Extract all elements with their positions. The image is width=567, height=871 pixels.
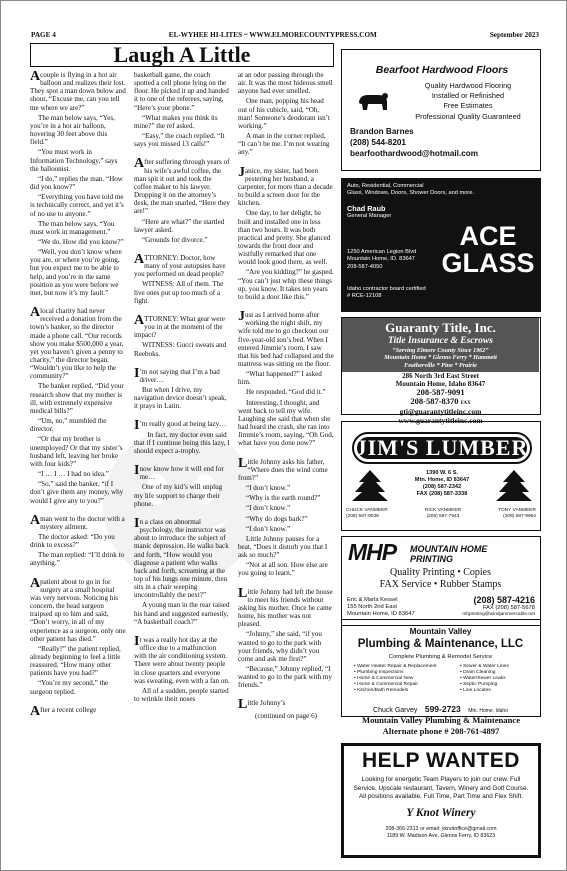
mvp-contact-name: Chuck Garvey — [373, 707, 418, 714]
publication-name: EL-WYHEE HI-LITES ~ WWW.ELMORECOUNTYPRESS.COM — [168, 31, 377, 39]
joke-paragraph — [134, 386, 230, 410]
joke-separator — [30, 698, 126, 706]
paragraph-text: basketball game, the coach spotted a cell phone lying on the floor. He picked it up and handed it to one of the referees, saying, “Here’s your phone.” — [134, 71, 229, 112]
paragraph-text: “What happened?” I asked him. — [238, 370, 322, 387]
ad-ace-glass — [341, 178, 541, 312]
winery-contact — [344, 826, 538, 840]
joke-paragraph — [134, 251, 230, 279]
joke-separator — [134, 510, 230, 518]
joke-paragraph — [134, 633, 230, 685]
drop-cap: I — [134, 418, 139, 434]
joke-separator — [238, 580, 334, 588]
joke-paragraph — [134, 218, 230, 234]
mvp-alternate-line-2: Alternate phone # 208-761-4897 — [382, 725, 500, 736]
paragraph-text: ittle Johnny had left the house to meet his friends without asking his mother. Once he came home, his mother was not pleased. — [238, 587, 333, 629]
staff-phone: (208) 587-9038 — [346, 514, 379, 519]
paragraph-text: “Or that my brother is unemployed? Or that my sister’s husband left, leaving her broke with four kids?” — [30, 435, 123, 468]
guaranty-name: Guaranty Title, Inc. — [385, 320, 496, 335]
joke-paragraph — [30, 248, 126, 297]
ace-tagline-2: Glass, Windows, Doors, Shower Doors, and more. — [347, 190, 475, 197]
winery-contact-1: 208-366-2313 or email: yknotoffice@gmail.com — [385, 826, 497, 832]
paragraph-text: In fact, my doctor even said that if I continue being this lazy, I should expect a-trophy. — [134, 430, 230, 455]
joke-paragraph — [238, 97, 334, 130]
guaranty-subtitle: Title Insurance & Escrows — [388, 336, 493, 346]
guaranty-towns-2: Featherville * Pine * Prairie — [404, 361, 477, 369]
paragraph-text: TTORNEY: What gear were you in at the moment of the impact? — [134, 314, 225, 340]
ad-mountain-valley-plumbing — [341, 619, 541, 717]
article-column-1 — [30, 71, 126, 717]
jims-lumber-name: JIM'S LUMBER — [355, 435, 529, 460]
joke-paragraph — [30, 175, 126, 191]
service-item: • Septic Pumping — [460, 682, 498, 687]
service-item: • Plumbing Inspections — [354, 670, 404, 675]
joke-paragraph — [238, 311, 334, 368]
paragraph-text: ittle Johnny asks his father, “Where does the wind come from?” — [238, 457, 328, 482]
drop-cap: L — [238, 697, 247, 713]
mhp-contact — [462, 595, 535, 618]
joke-paragraph — [30, 71, 126, 112]
drop-cap: A — [30, 69, 40, 84]
joke-paragraph — [238, 561, 334, 577]
ace-license-1: Idaho contractor board certified — [347, 286, 426, 292]
paragraph-text: “I do,” replies the man. “How did you know?” — [30, 174, 123, 192]
bearfoot-line-2: Installed or Refinished — [431, 91, 505, 101]
paragraph-text: “Here are what?” the startled lawyer asked. — [134, 217, 225, 234]
joke-paragraph — [134, 280, 230, 304]
paragraph-text: “You’re my second,” the surgeon replied. — [30, 679, 109, 696]
joke-paragraph — [238, 504, 334, 512]
staff-phone: (208) 587-9964 — [503, 514, 536, 519]
joke-separator — [134, 246, 230, 254]
paragraph-text: “Everything you have told me is technically correct, and yet it’s of no use to anyone.” — [30, 193, 124, 218]
joke-paragraph — [30, 645, 126, 678]
joke-paragraph — [134, 71, 230, 112]
mhp-services-2: FAX Service • Rubber Stamps — [379, 579, 502, 590]
mhp-street: 155 North 2nd East — [347, 604, 397, 611]
paragraph-text: “Well, you don’t know where you are, or where you’re going, but you expect me to be able to help, and you’re in the same position as you were before we met, but now it’s my fault.” — [30, 248, 122, 297]
joke-separator — [238, 303, 334, 311]
jims-staff-3 — [498, 508, 536, 520]
paragraph-text: A young man in the rear raised his hand and suggested earnestly, “A basketball coach?” — [134, 601, 230, 626]
ad-help-wanted — [341, 743, 541, 858]
joke-paragraph — [30, 575, 126, 643]
joke-paragraph — [238, 525, 334, 533]
paragraph-text: anice, my sister, had been pestering her husband, a carpenter, for more than a decade to build a screen door for the kitchen. — [238, 166, 333, 208]
joke-paragraph — [30, 417, 126, 433]
mhp-email: mhprinting@windjammercable.net — [462, 612, 535, 617]
guaranty-fax-label: FAX — [460, 401, 471, 406]
joke-paragraph — [30, 435, 126, 468]
guaranty-address-2: Mountain Home, Idaho 83647 — [395, 380, 486, 388]
paragraph-text: “I don’t know.” — [246, 524, 291, 533]
issue-date: September 2023 — [489, 31, 539, 39]
mhp-phone: (208) 587-4216 — [473, 595, 535, 605]
ace-manager-name: Chad Raub — [347, 204, 386, 213]
paragraph-text: “So,” said the banker, “if I don’t give them any money, why would I give any to you?” — [30, 480, 124, 505]
paragraph-text: “What makes you think its mine?” the ref asked. — [134, 113, 218, 130]
joke-separator — [238, 159, 334, 167]
guaranty-towns-1: Mountain Home * Glenns Ferry * Hammett — [384, 354, 497, 362]
drop-cap: A — [134, 156, 144, 172]
ace-manager-title: General Manager — [347, 213, 392, 219]
article-column-2 — [134, 71, 230, 705]
bearfoot-person: Brandon Barnes — [350, 127, 414, 136]
mhp-city: Mountain Home, ID 83647 — [347, 611, 415, 618]
joke-separator — [134, 457, 230, 465]
page-header — [31, 30, 539, 40]
paragraph-text: “Easy,” the coach replied. “It says you missed 13 calls!” — [134, 132, 225, 149]
joke-separator — [134, 360, 230, 368]
ace-logo — [440, 223, 536, 277]
guaranty-email: gti@guarantytitleinc.com — [399, 407, 482, 416]
paragraph-text: at an odor passing through the air. It was the most hideous smell anyone had ever smelled. — [238, 71, 333, 96]
section-title: Laugh A Little — [113, 42, 251, 67]
paragraph-text: man went to the doctor with a mystery ailment. — [40, 514, 125, 531]
joke-paragraph — [134, 341, 230, 357]
drop-cap: A — [30, 703, 40, 719]
paragraph-text: But when I drive, my navigation device doesn’t speak, it prays in Latin. — [134, 386, 227, 411]
joke-paragraph — [238, 630, 334, 663]
paragraph-text: The man below says, “You must work in management.” — [30, 219, 115, 236]
ace-phone: 208-587-4050 — [347, 263, 383, 270]
paragraph-text: “Why do dogs bark?” — [246, 514, 308, 523]
paragraph-text: All of a sudden, people started to wrinkle their noses — [134, 686, 229, 703]
paragraph-text: “Um, no,” mumbled the director. — [30, 417, 107, 434]
paragraph-text: “I don’t know.” — [246, 484, 291, 493]
jims-staff-1 — [346, 508, 388, 520]
joke-paragraph — [134, 601, 230, 625]
joke-separator — [134, 307, 230, 315]
joke-paragraph — [238, 71, 334, 95]
joke-separator — [238, 450, 334, 458]
drop-cap: I — [134, 365, 139, 381]
mvp-location: Mtn. Home, Idaho — [468, 708, 508, 714]
joke-paragraph — [30, 382, 126, 415]
joke-paragraph — [134, 515, 230, 600]
paragraph-text: “Grounds for divorce.” — [142, 235, 208, 244]
paragraph-text: fter a recent college — [40, 705, 97, 714]
ace-tagline — [347, 183, 474, 197]
joke-paragraph — [134, 418, 230, 434]
drop-cap: A — [30, 512, 40, 528]
joke-separator — [134, 628, 230, 636]
joke-separator — [30, 299, 126, 307]
joke-paragraph — [30, 679, 126, 695]
service-item: • Water/Sewer Leaks — [460, 676, 506, 681]
joke-paragraph — [238, 399, 334, 448]
joke-separator — [30, 570, 126, 578]
joke-paragraph — [238, 370, 334, 386]
pine-tree-icon — [350, 469, 390, 503]
paragraph-text: now know how it will end for me… — [139, 465, 224, 482]
joke-paragraph — [238, 585, 334, 629]
winery-contact-2: 1189 W. Madison Ave, Glenns Ferry, ID 83623 — [386, 833, 496, 839]
joke-paragraph — [134, 236, 230, 244]
joke-paragraph — [30, 148, 126, 172]
drop-cap: J — [238, 164, 244, 180]
joke-paragraph — [30, 480, 126, 504]
paragraph-text: TTORNEY: Doctor, how many of your autopsies have you performed on dead people? — [134, 253, 226, 279]
joke-paragraph — [238, 535, 334, 559]
service-item: • Kitchen/Bath Remodels — [354, 688, 409, 693]
paragraph-text: local charity had never received a donation from the town’s banker, so the director made a phone call. “Our records show you make $500,000 a year, yet you haven’t given a penny to charity,” the director began. “Wouldn’t you like to help the community?” — [30, 307, 124, 381]
joke-paragraph — [134, 132, 230, 148]
ace-tagline-1: Auto, Residential, Commercial — [347, 183, 424, 189]
paragraph-text: WITNESS: Gucci sweats and Reeboks. — [134, 341, 227, 358]
ace-license-2: # RCE-12108 — [347, 293, 382, 300]
help-wanted-heading: HELP WANTED — [362, 749, 520, 772]
mhp-name — [410, 544, 487, 564]
paragraph-text: ’m really good at being lazy… — [139, 420, 227, 429]
winery-name: Y Knot Winery — [406, 807, 476, 819]
ad-jims-lumber — [341, 421, 541, 531]
paragraph-text: ittle Johnny’s — [247, 699, 286, 708]
joke-paragraph — [134, 365, 230, 384]
staff-name: TONY VANMEER — [498, 508, 536, 513]
joke-paragraph — [238, 132, 334, 156]
mvp-phone: 599-2723 — [424, 704, 461, 714]
joke-paragraph — [134, 483, 230, 507]
jims-address — [392, 470, 492, 498]
drop-cap: A — [30, 305, 40, 321]
drop-cap: A — [134, 312, 144, 328]
ace-license — [347, 286, 426, 301]
drop-cap: J — [238, 309, 244, 325]
mvp-subtitle: Complete Plumbing & Remodel Service — [388, 654, 493, 660]
paragraph-text: patient about to go in for surgery at a small hospital was very nervous. Noticing his concern, the head surgeon traipsed up to him and said, “Don’t worry, in all of my experience as a surgeon, only one other patient has died.” — [30, 577, 126, 643]
mvp-services-right — [460, 664, 540, 694]
paragraph-text: “Are you kidding?” he gasped. “You can’t just whip these things up, you know. It takes ten years to build a door like this.” — [238, 268, 334, 301]
drop-cap: L — [238, 585, 247, 601]
joke-paragraph — [30, 220, 126, 236]
bearfoot-services — [398, 81, 538, 122]
jims-address-2: Mtn. Home, ID 83647 — [414, 477, 470, 483]
guaranty-fax: 208-587-8370 — [410, 396, 459, 406]
continued-notice: (continued on page 6) — [254, 711, 318, 720]
joke-paragraph — [238, 697, 334, 713]
paragraph-text: One of my kid’s will unplug my life support to charge their phone. — [134, 483, 223, 508]
paragraph-text: WITNESS: All of them. The live ones put up too much of a fight. — [134, 280, 224, 305]
paragraph-text: “Not at all son. How else are you going to learn.” — [238, 561, 328, 578]
staff-name: RICK VANMEER — [424, 508, 462, 513]
paragraph-text: “Johnny,” she said, “if you wanted to go to the park with your friends, why didn’t you come and ask me first?” — [238, 630, 322, 663]
drop-cap: I — [134, 633, 139, 649]
joke-paragraph — [30, 551, 126, 567]
jims-fax: FAX (208) 587-3338 — [416, 491, 468, 497]
drop-cap: I — [134, 463, 139, 479]
service-item: • Drain Cleaning — [460, 670, 496, 675]
joke-paragraph — [30, 114, 126, 147]
joke-paragraph — [30, 533, 126, 549]
mhp-services — [342, 567, 539, 591]
drop-cap: A — [30, 575, 40, 591]
joke-paragraph — [134, 687, 230, 703]
joke-paragraph — [238, 515, 334, 523]
paragraph-text: One day, to her delight, he built and installed one in less than two hours. It was both practical and pretty. She glanced towards the front door and wistfully remarked that one would look good there, as well. — [238, 209, 331, 267]
joke-paragraph — [134, 158, 230, 215]
paragraph-text: The man below says, “Yes, you’re in a hot air balloon, hovering 30 feet above this field.” — [30, 113, 115, 147]
jims-staff-2 — [425, 508, 461, 520]
mhp-fax: FAX (208) 587-5678 — [482, 605, 535, 611]
mvp-name-1: Mountain Valley — [409, 627, 472, 636]
staff-phone: (208) 587-7943 — [426, 514, 460, 519]
service-item: • Water Heater Repair & Replacement — [354, 664, 437, 669]
paragraph-text: “I … I … I had no idea.” — [38, 470, 109, 479]
mvp-name-2: Plumbing & Maintenance, LLC — [357, 638, 524, 650]
joke-paragraph — [30, 238, 126, 246]
paragraph-text: fter suffering through years of his wife’s awful coffee, the man spit it out and took the coffee maker to his lawyer. Dropping it on the attorney’s desk, the man snarled, “Here they are!” — [134, 158, 230, 216]
joke-paragraph — [238, 268, 334, 301]
joke-paragraph — [30, 307, 126, 380]
joke-paragraph — [30, 512, 126, 531]
paragraph-text: t was a really hot day at the office due to a malfunction with the air conditioning system. There were about twenty people in close quarters and everyone was sweating, even with a fan on. — [134, 635, 230, 685]
staff-name: CHUCK VANMEER — [346, 508, 388, 513]
drop-cap: A — [134, 251, 144, 267]
ace-address — [347, 249, 416, 271]
bear-icon — [356, 90, 390, 112]
joke-separator — [30, 507, 126, 515]
ad-guaranty-title — [341, 317, 541, 425]
mhp-name-2: PRINTING — [410, 554, 454, 564]
paragraph-text: “We do. How did you know?” — [38, 237, 124, 246]
mhp-address — [347, 597, 415, 619]
paragraph-text: “Really?” the patient replied, already beginning to feel a little reassured. “How many other patients have you had?” — [30, 644, 121, 678]
paragraph-text: “Because,” Johnny replied, “I wanted to go to the park with my friends.” — [238, 665, 332, 690]
mhp-services-1: Quality Printing • Copies — [389, 567, 491, 578]
joke-paragraph — [238, 388, 334, 396]
jims-staff — [346, 508, 536, 520]
drop-cap: I — [134, 515, 139, 531]
joke-paragraph — [134, 114, 230, 130]
paragraph-text: Interesting, I thought, and went back to tell my wife. Laughing she said that when she had heard the crash, she ran into Jimmie’s room, saying, “Oh God, what have you done now?” — [238, 398, 334, 448]
mvp-alternate-line-1: Mountain Valley Plumbing & Maintenance — [361, 715, 521, 725]
guaranty-since: “Serving Elmore County Since 1962” — [392, 347, 489, 354]
article-columns — [30, 71, 335, 851]
bearfoot-email: bearfoothardwood@hotmail.com — [350, 149, 479, 158]
joke-paragraph — [30, 193, 126, 217]
guaranty-website: www.guarantytitleinc.com — [398, 415, 483, 425]
paragraph-text: n a class on abnormal psychology, the instructor was about to introduce the subject of manic depression. He walks back and forth, “How would you diagnose a patient who walks back and forth, screaming at the top of his lungs one minute, then sits in a chair weeping uncontrollably the next?” — [134, 517, 229, 600]
joke-paragraph — [134, 465, 230, 481]
service-item: • Home & Commercial Repair — [354, 682, 418, 687]
joke-paragraph — [30, 470, 126, 478]
paragraph-text: ’m not saying that I’m a bad driver… — [139, 367, 220, 384]
joke-paragraph — [30, 703, 126, 719]
paragraph-text: The man replied: “I’ll drink to anything.” — [30, 551, 125, 568]
jims-address-1: 1390 W. 6 S. — [425, 470, 459, 476]
ace-logo-word-1: ACE — [459, 221, 517, 251]
paragraph-text: He responded, “God did it.” — [246, 388, 326, 397]
ace-logo-word-2: GLASS — [441, 248, 535, 278]
joke-paragraph — [238, 484, 334, 492]
paragraph-text: “I don’t know.” — [246, 504, 291, 513]
joke-paragraph — [238, 209, 334, 266]
paragraph-text: couple is flying in a hot air balloon and realizes their lost. They spot a man down below and shout, “Excuse me, can you tell me where we are?” — [30, 71, 126, 112]
bearfoot-line-4: Professional Quality Guaranteed — [415, 111, 521, 121]
article-column-3 — [238, 71, 334, 720]
bearfoot-contact — [350, 126, 478, 159]
paragraph-text: A man in the corner replied, “It can’t be me. I’m not wearing any.” — [238, 132, 330, 157]
paragraph-text: One man, popping his head out of his cubicle, said, “Oh, man! Someone’s deodorant isn’t working.” — [238, 97, 330, 130]
service-item: • Line Locates — [460, 688, 491, 693]
help-wanted-body: Looking for energetic Team Players to join our crew. Full Service, Upscale restaurant, Tavern, Winery and Golf Course. All positions available, Full Time, Part Time and Flex Shift. — [353, 776, 529, 801]
joke-paragraph — [134, 312, 230, 340]
bearfoot-phone: (208) 544-8201 — [350, 138, 406, 147]
paragraph-text: ust as I arrived home after working the night shift, my wife told me to go checkout our five-year-old son’s bed. When I entered Jimmie’s room, I saw that his bed had collapsed and the mattress was sitting on the floor. — [238, 311, 334, 368]
ace-address-1: 1250 American Legion Blvd — [347, 249, 417, 255]
guaranty-details — [342, 372, 539, 425]
joke-paragraph — [134, 431, 230, 455]
section-title-box — [30, 43, 334, 67]
ad-bearfoot-hardwood — [341, 49, 541, 171]
ad-mountain-home-printing — [341, 536, 541, 626]
ace-address-2: Mountain Home, ID. 83647 — [347, 256, 415, 263]
bearfoot-name: Bearfoot Hardwood Floors — [375, 64, 509, 76]
bearfoot-line-1: Quality Hardwood Flooring — [424, 81, 512, 90]
mvp-alternate-phone-notice — [341, 715, 541, 736]
jims-phone: (208) 587-2342 — [422, 484, 462, 490]
paragraph-text: Little Johnny pauses for a beat, “Does it disturb you that I ask so much?” — [238, 534, 328, 560]
joke-paragraph — [238, 164, 334, 208]
service-item: • Sewer & Water Lines — [460, 664, 509, 669]
guaranty-address-1: 286 North 3rd East Street — [402, 372, 479, 380]
pine-tree-icon — [494, 469, 534, 503]
mhp-name-1: MOUNTAIN HOME — [410, 544, 488, 554]
joke-paragraph — [238, 494, 334, 502]
guaranty-phone: 208-587-9091 — [416, 387, 465, 397]
bearfoot-line-3: Free Estimates — [443, 101, 493, 111]
mhp-owners: Eric & Marla Kessel — [347, 597, 398, 603]
paragraph-text: The doctor asked: “Do you drink to excess?” — [30, 532, 115, 550]
joke-paragraph — [238, 665, 334, 689]
mvp-services-left — [354, 664, 454, 694]
mhp-logo: MHP — [348, 539, 397, 565]
joke-paragraph — [238, 455, 334, 482]
page-number: PAGE 4 — [31, 31, 56, 39]
paragraph-text: “Why is the earth round?” — [246, 494, 321, 503]
drop-cap: L — [238, 455, 247, 471]
mvp-name — [342, 626, 539, 651]
paragraph-text: The banker replied, “Did your research show that my mother is ill, with extremely expensive medical bills?” — [30, 382, 124, 415]
guaranty-banner — [342, 318, 539, 372]
paragraph-text: “You must work in Information Technology,” says the balloonist. — [30, 148, 118, 173]
service-item: • Home & Commercial New — [354, 676, 414, 681]
